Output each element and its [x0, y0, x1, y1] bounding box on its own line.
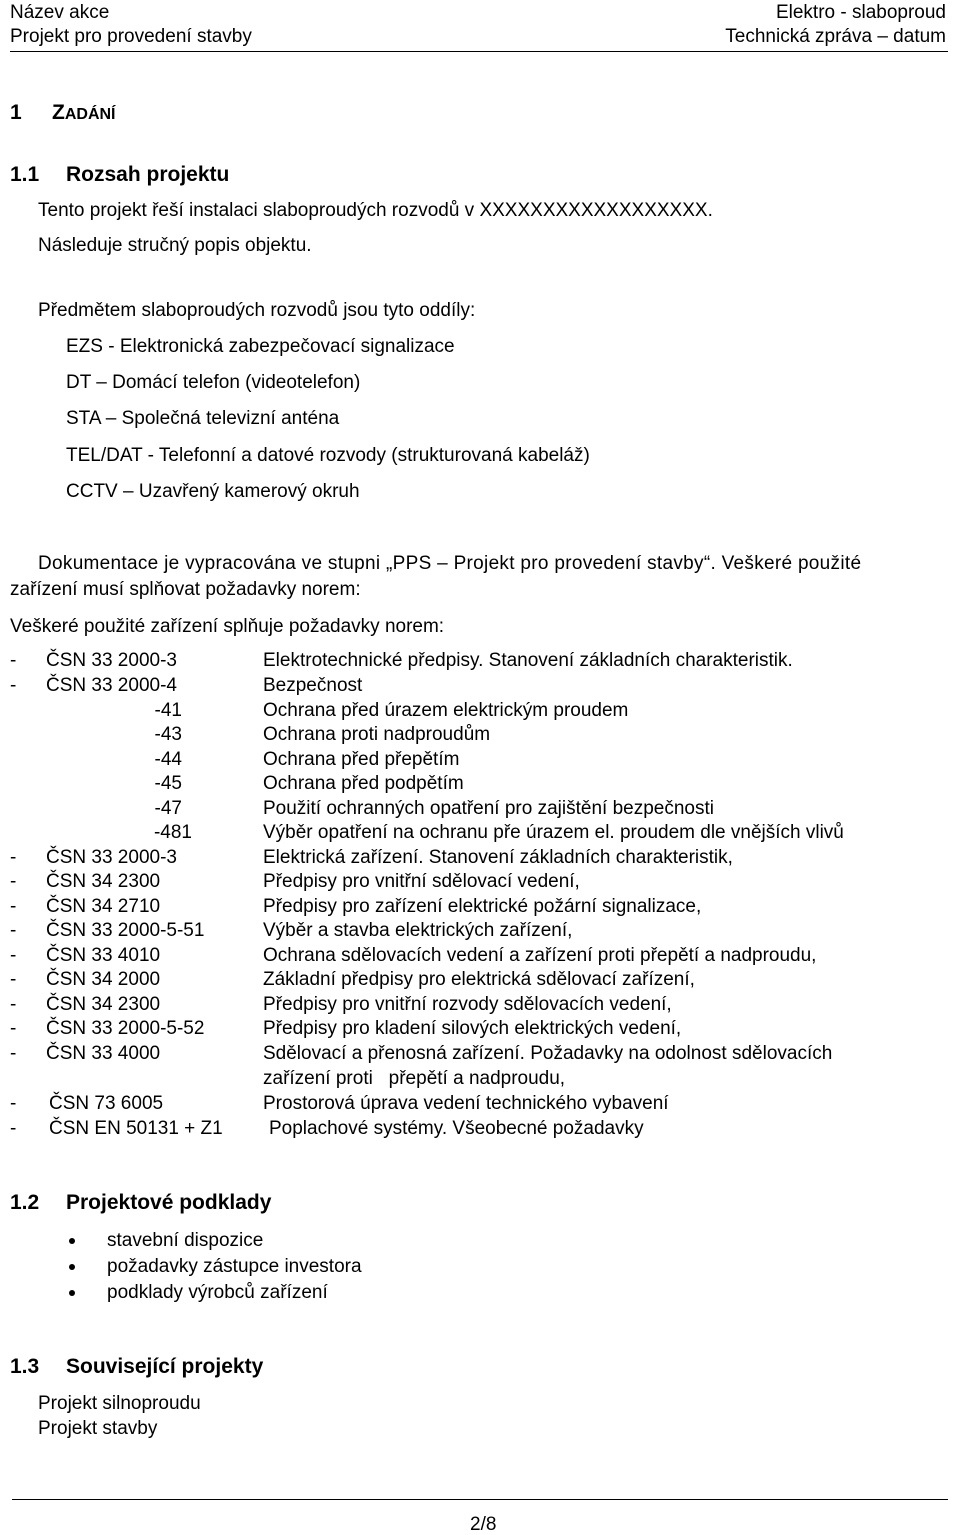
division-item: EZS - Elektronická zabezpečovací signalizace — [66, 336, 455, 357]
norm-subcode: -481 — [153, 822, 192, 843]
source-item: požadavky zástupce investora — [107, 1256, 362, 1277]
norm-description: Elektrotechnické předpisy. Stanovení základních charakteristik. — [263, 650, 793, 671]
norm-code: ČSN EN 50131 + Z1 — [49, 1118, 223, 1139]
norm-description: Ochrana před úrazem elektrickým proudem — [263, 700, 629, 721]
norm-code: ČSN 34 2300 — [46, 994, 161, 1015]
norm-subcode: -43 — [154, 724, 182, 745]
norm-dash: - — [10, 675, 17, 696]
norm-description: Elektrická zařízení. Stanovení základních charakteristik, — [263, 847, 733, 868]
section-1-2-title: Projektové podklady — [66, 1191, 272, 1214]
norm-description: Předpisy pro vnitřní sdělovací vedení, — [263, 871, 580, 892]
norm-dash: - — [10, 650, 17, 671]
division-item: TEL/DAT - Telefonní a datové rozvody (strukturovaná kabeláž) — [66, 445, 590, 466]
norm-dash: - — [10, 871, 17, 892]
norm-description: Použití ochranných opatření pro zajištění bezpečnosti — [263, 798, 714, 819]
header-document-type: Technická zpráva – datum — [725, 26, 946, 47]
section-1-3-title: Související projekty — [66, 1355, 264, 1378]
related-project-item: Projekt silnoproudu — [38, 1393, 201, 1414]
documentation-line-2: zařízení musí splňovat požadavky norem: — [10, 579, 361, 600]
norm-dash: - — [10, 847, 17, 868]
norm-dash: - — [10, 1093, 17, 1114]
section-1-number: 1 — [10, 101, 22, 124]
section-1-1-number: 1.1 — [10, 163, 40, 186]
norm-description: Ochrana před přepětím — [263, 749, 460, 770]
norm-dash: - — [10, 1043, 17, 1064]
division-item: CCTV – Uzavřený kamerový okruh — [66, 481, 360, 502]
norm-dash: - — [10, 994, 17, 1015]
header-rule — [10, 51, 948, 52]
divisions-intro: Předmětem slaboproudých rozvodů jsou tyto oddíly: — [38, 300, 476, 321]
related-project-item: Projekt stavby — [38, 1418, 158, 1439]
norm-description: Ochrana sdělovacích vedení a zařízení proti přepětí a nadproudu, — [263, 945, 817, 966]
norm-code: ČSN 34 2000 — [46, 969, 161, 990]
norm-dash: - — [10, 1118, 17, 1139]
section-1-3-number: 1.3 — [10, 1355, 40, 1378]
norm-code: ČSN 33 2000-3 — [46, 650, 177, 671]
norm-dash: - — [10, 896, 17, 917]
norm-description: Ochrana proti nadproudům — [263, 724, 491, 745]
norm-description: Předpisy pro zařízení elektrické požární signalizace, — [263, 896, 702, 917]
norm-code: ČSN 34 2710 — [46, 896, 161, 917]
documentation-line-1: Dokumentace je vypracována ve stupni „PPS – Projekt pro provedení stavby“. Veškeré použité — [38, 553, 862, 574]
header-discipline: Elektro - slaboproud — [775, 2, 946, 23]
bullet-icon — [69, 1290, 75, 1296]
norm-description: Prostorová úprava vedení technického vybavení — [263, 1093, 669, 1114]
norm-description: Předpisy pro kladení silových elektrických vedení, — [263, 1018, 682, 1039]
bullet-icon — [69, 1238, 75, 1244]
norm-subcode: -47 — [154, 798, 182, 819]
header-project-name: Název akce — [10, 2, 110, 23]
header-project-stage: Projekt pro provedení stavby — [10, 26, 252, 47]
norm-description: Výběr a stavba elektrických zařízení, — [263, 920, 573, 941]
norm-description: Sdělovací a přenosná zařízení. Požadavky na odolnost sdělovacích — [263, 1043, 833, 1064]
division-item: STA – Společná televizní anténa — [66, 408, 340, 429]
section-1-2-number: 1.2 — [10, 1191, 40, 1214]
source-item: podklady výrobců zařízení — [107, 1282, 328, 1303]
norm-code: ČSN 33 2000-5-51 — [46, 920, 205, 941]
norm-dash: - — [10, 969, 17, 990]
division-item: DT – Domácí telefon (videotelefon) — [66, 372, 361, 393]
norm-description: Výběr opatření na ochranu pře úrazem el. proudem dle vnějších vlivů — [263, 822, 844, 843]
norm-code: ČSN 34 2300 — [46, 871, 161, 892]
norm-dash: - — [10, 920, 17, 941]
norm-description-continued: zařízení proti přepětí a nadproudu, — [263, 1068, 566, 1089]
source-item: stavební dispozice — [107, 1230, 264, 1251]
norms-intro: Veškeré použité zařízení splňuje požadavky norem: — [10, 616, 445, 637]
scope-line-1: Tento projekt řeší instalaci slaboproudých rozvodů v XXXXXXXXXXXXXXXXXX. — [38, 200, 713, 221]
section-1-1-title: Rozsah projektu — [66, 163, 230, 186]
norm-description: Předpisy pro vnitřní rozvody sdělovacích vedení, — [263, 994, 672, 1015]
norm-code: ČSN 33 2000-3 — [46, 847, 177, 868]
page-number: 2/8 — [470, 1514, 497, 1535]
norm-code: ČSN 33 4010 — [46, 945, 161, 966]
norm-subcode: -44 — [154, 749, 182, 770]
norm-code: ČSN 33 4000 — [46, 1043, 161, 1064]
footer-rule — [12, 1499, 948, 1500]
bullet-icon — [69, 1264, 75, 1270]
norm-dash: - — [10, 1018, 17, 1039]
section-1-title-initial: Z — [52, 101, 65, 124]
norm-description: Bezpečnost — [263, 675, 363, 696]
norm-subcode: -41 — [154, 700, 182, 721]
norm-description: Základní předpisy pro elektrická sdělovací zařízení, — [263, 969, 695, 990]
norm-description: Ochrana před podpětím — [263, 773, 464, 794]
norm-subcode: -45 — [154, 773, 182, 794]
section-1-title-rest: ADÁNÍ — [64, 106, 116, 123]
norm-dash: - — [10, 945, 17, 966]
norm-code: ČSN 33 2000-5-52 — [46, 1018, 205, 1039]
norm-code: ČSN 73 6005 — [49, 1093, 164, 1114]
norm-code: ČSN 33 2000-4 — [46, 675, 177, 696]
scope-line-2: Následuje stručný popis objektu. — [38, 235, 312, 256]
norm-description: Poplachové systémy. Všeobecné požadavky — [269, 1118, 644, 1139]
section-1-title — [52, 102, 116, 123]
